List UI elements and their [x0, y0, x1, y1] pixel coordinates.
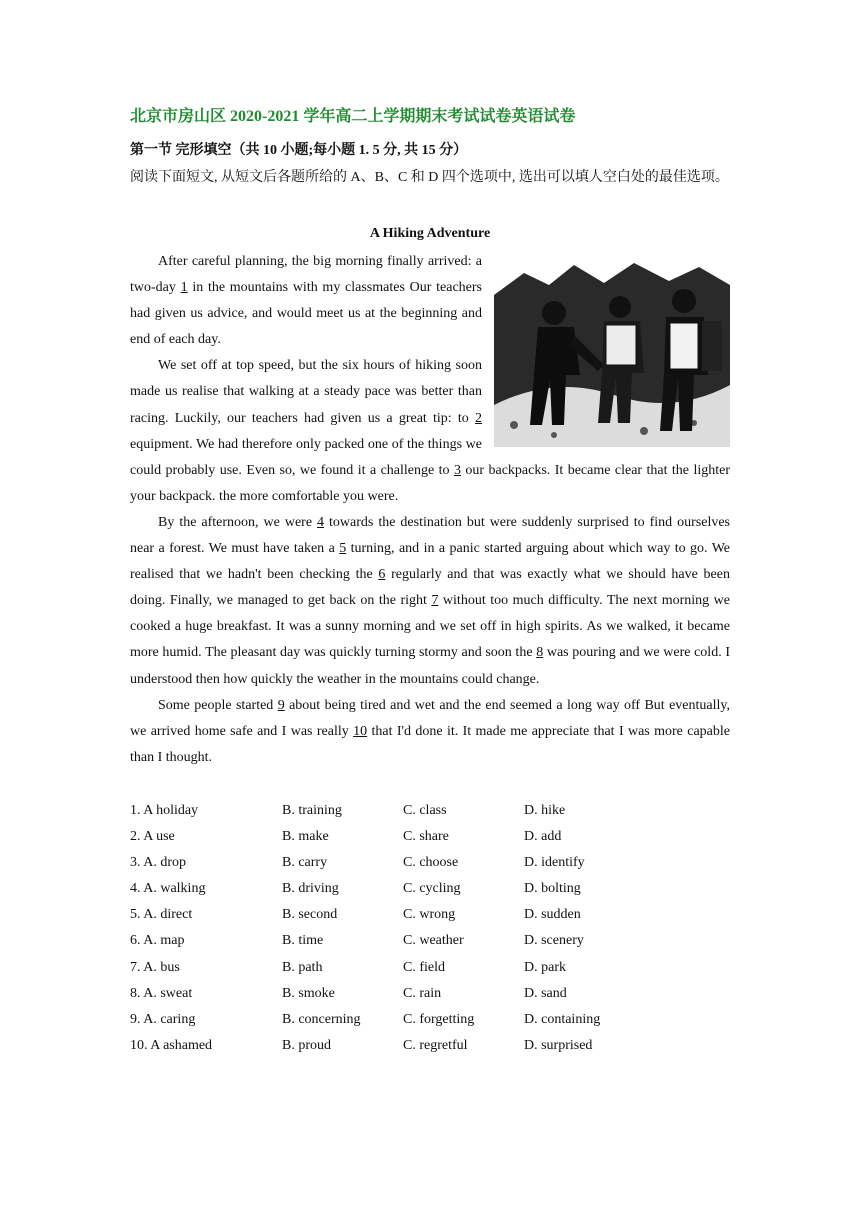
story-paragraph-2: We set off at top speed, but the six hours of hiking soon made us realise that walking at a steady pace was better than racing. Luckily, our teachers had given us a great tip: to 2 equipment. We had therefore only packed one of the things we could probably use. Even so, we found it a challenge to 3 our backpacks. It became clear that the lighter your backpack. the more comfortable you were. [130, 358, 730, 504]
blank-5: 5 [339, 541, 347, 557]
hiking-illustration [494, 255, 730, 447]
option-row: 1. A holiday B. training C. class D. hike [130, 803, 566, 818]
answer-options [130, 798, 730, 1059]
option-row: 7. A. bus B. path C. field D. park [130, 959, 566, 975]
blank-7: 7 [431, 593, 439, 609]
option-row: 8. A. sweat B. smoke C. rain D. sand [130, 985, 567, 1001]
option-row: 10. A ashamed B. proud C. regretful D. surprised [130, 1037, 593, 1053]
story-text [130, 249, 730, 771]
blank-3: 3 [453, 462, 461, 478]
story-paragraph-1: After careful planning, the big morning finally arrived: a two-day 1 in the mountains with my classmates Our teachers had given us advice, and would meet us at the beginning and end of each day. [130, 254, 482, 348]
exam-title: 北京市房山区 2020-2021 学年高二上学期期末考试试卷英语试卷 [130, 108, 576, 125]
story-title: A Hiking Adventure [369, 226, 491, 241]
option-row: 9. A. caring B. concerning C. forgetting D. containing [130, 1011, 601, 1027]
option-row: 3. A. drop B. carry C. choose D. identify [130, 855, 585, 871]
blank-9: 9 [277, 697, 285, 713]
blank-1: 1 [180, 280, 188, 296]
option-row: 4. A. walking B. driving C. cycling D. bolting [130, 881, 581, 897]
option-row: 5. A. direct B. second C. wrong D. sudden [130, 907, 581, 923]
instructions: 阅读下面短文, 从短文后各题所给的 A、B、C 和 D 四个选项中, 选出可以填人空白处的最佳选项。 [130, 170, 729, 185]
option-row: 2. A use B. make C. share D. add [130, 829, 562, 845]
story-paragraph-3: By the afternoon, we were 4 towards the destination but were suddenly surprised to find ourselves near a forest. We must have taken a 5 turning, and in a panic started arguing about which way to go. We realised that we hadn't been checking the 6 regularly and that was exactly what we should have been doing. Finally, we managed to get back on the right 7 without too much difficulty. The next morning we cooked a huge breakfast. It was a sunny morning and we set off in high spirits. As we walked, it became more humid. The pleasant day was quickly turning stormy and soon the 8 was pouring and we were cold. I understood then how quickly the weather in the mountains could change. [130, 514, 731, 687]
option-row: 6. A. map B. time C. weather D. scenery [130, 933, 584, 949]
blank-4: 4 [317, 514, 325, 530]
blank-2: 2 [475, 410, 482, 426]
blank-8: 8 [536, 645, 544, 661]
story-paragraph-4: Some people started 9 about being tired and wet and the end seemed a long way off But eventually, we arrived home safe and I was really 10 that I'd done it. It made me appreciate that I was more capable than I thought. [130, 697, 731, 765]
section-heading: 第一节 完形填空（共 10 小题;每小题 1. 5 分, 共 15 分） [130, 143, 468, 158]
blank-10: 10 [353, 723, 368, 739]
blank-6: 6 [378, 567, 386, 583]
